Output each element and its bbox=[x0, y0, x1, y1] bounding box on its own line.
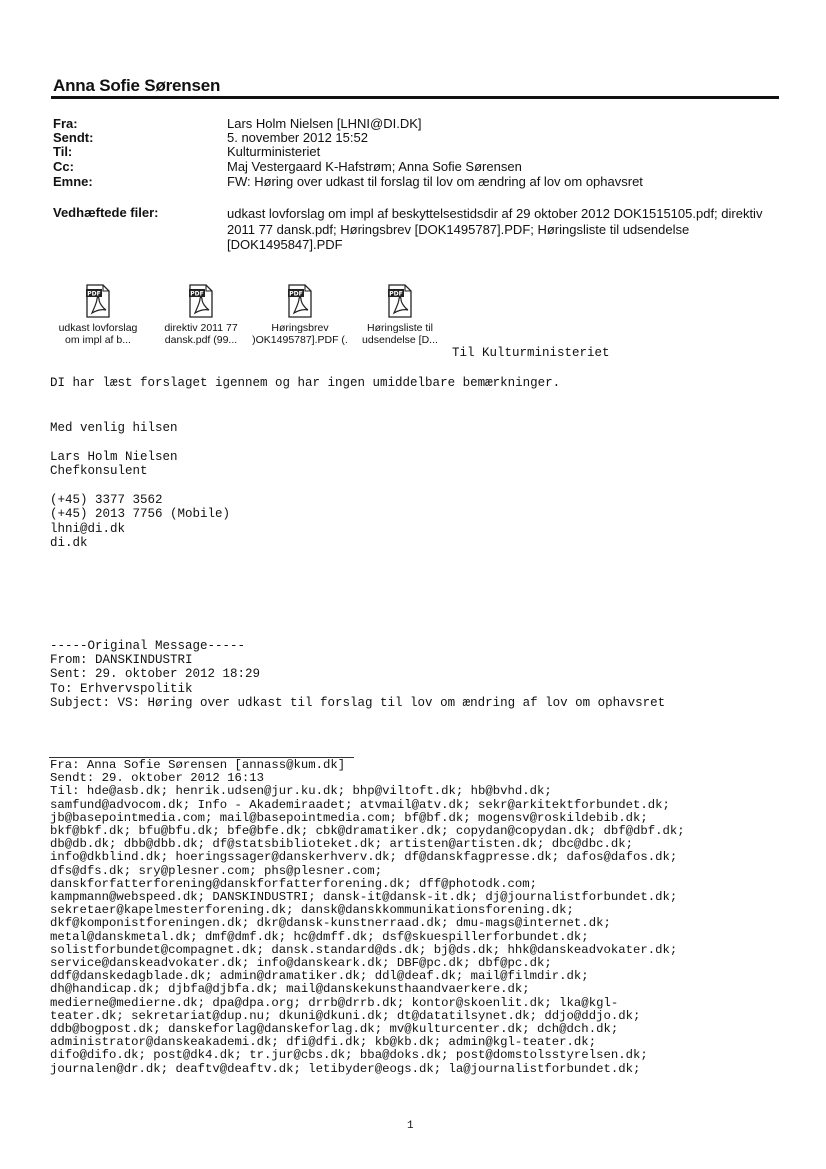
forwarded-line: dkf@komponistforeningen.dk; dkr@dansk-kunstnerraad.dk; dmu-mags@internet.dk; bbox=[50, 916, 611, 931]
forwarded-line: ddf@danskedagblade.dk; admin@dramatiker.dk; ddl@deaf.dk; mail@filmdir.dk; bbox=[50, 969, 589, 984]
contact-website: di.dk bbox=[50, 536, 88, 550]
forwarded-line: Til: hde@asb.dk; henrik.udsen@jur.ku.dk; bhp@viltoft.dk; hb@bvhd.dk; bbox=[50, 784, 552, 799]
contact-mobile: (+45) 2013 7756 (Mobile) bbox=[50, 507, 231, 521]
forwarded-block bbox=[50, 759, 790, 1076]
forwarded-line: difo@difo.dk; post@dk4.dk; tr.jur@cbs.dk; bba@doks.dk; post@domstolsstyrelsen.dk; bbox=[50, 1048, 648, 1063]
sender-name: Anna Sofie Sørensen bbox=[53, 76, 221, 95]
forwarded-line: solistforbundet@compagnet.dk; dansk.standard@ds.dk; bj@ds.dk; hhk@danskeadvokater.dk; bbox=[50, 942, 678, 957]
original-from: From: DANSKINDUSTRI bbox=[50, 653, 193, 667]
attachment-caption-line1: Høringsliste til bbox=[367, 322, 433, 334]
contact-email: lhni@di.dk bbox=[50, 522, 126, 536]
signature-title: Chefkonsulent bbox=[50, 464, 148, 478]
pdf-file-icon bbox=[188, 284, 214, 318]
attachment-caption-line2: dansk.pdf (99... bbox=[164, 334, 238, 346]
forwarded-line: dh@handicap.dk; djbfa@djbfa.dk; mail@danskekunsthaandvaerkere.dk; bbox=[50, 982, 530, 997]
attachment-caption-line1: udkast lovforslag bbox=[58, 322, 138, 334]
sent-label: Sendt: bbox=[53, 130, 94, 145]
forwarded-line: samfund@advocom.dk; Info - Akademiraadet; atvmail@atv.dk; sekr@arkitektforbundet.dk; bbox=[50, 797, 670, 812]
original-sent: Sent: 29. oktober 2012 18:29 bbox=[50, 667, 261, 681]
original-subject: Subject: VS: Høring over udkast til forslag til lov om ændring af lov om ophavsret bbox=[50, 696, 666, 710]
to-value: Kulturministeriet bbox=[227, 144, 321, 159]
forwarded-line: metal@danskmetal.dk; dmf@dmf.dk; hc@dmff.dk; dsf@skuespillerforbundet.dk; bbox=[50, 929, 589, 944]
forwarded-line: jb@basepointmedia.com; mail@basepointmedia.com; bf@bf.dk; mogensv@roskildebib.dk; bbox=[50, 810, 648, 825]
forwarded-line: service@danskeadvokater.dk; info@danskeark.dk; DBF@pc.dk; dbf@pc.dk; bbox=[50, 956, 552, 971]
cc-label: Cc: bbox=[53, 159, 74, 174]
original-message-marker: -----Original Message----- bbox=[50, 639, 246, 653]
forwarded-line: journalen@dr.dk; deaftv@deaftv.dk; letibyder@eogs.dk; la@journalistforbundet.dk; bbox=[50, 1061, 641, 1076]
attachments-value: udkast lovforslag om impl af beskyttelsestidsdir af 29 oktober 2012 DOK1515105.pdf; direktiv 2011 77 dansk.pdf; Høringsbrev [DOK1495787].PDF; Høringsliste til udsendelse [DOK1495847].PDF bbox=[227, 206, 763, 252]
attachment-caption-line2: udsendelse [D... bbox=[362, 334, 438, 346]
forwarded-line: db@db.dk; dbb@dbb.dk; df@statsbiblioteket.dk; artisten@artisten.dk; dbc@dbc.dk; bbox=[50, 837, 633, 852]
forwarded-line: dfs@dfs.dk; sry@plesner.com; phs@plesner.com; bbox=[50, 863, 383, 878]
sent-value: 5. november 2012 15:52 bbox=[227, 130, 368, 145]
forwarded-line: ddb@bogpost.dk; danskeforlag@danskeforlag.dk; mv@kulturcenter.dk; dch@dch.dk; bbox=[50, 1022, 619, 1037]
signature-name: Lars Holm Nielsen bbox=[50, 450, 178, 464]
attachment-4[interactable] bbox=[350, 284, 450, 346]
forwarded-line: danskforfatterforening@danskforfatterforening.dk; dff@photodk.com; bbox=[50, 876, 538, 891]
from-value: Lars Holm Nielsen [LHNI@DI.DK] bbox=[227, 116, 422, 131]
message-body: DI har læst forslaget igennem og har ingen umiddelbare bemærkninger. bbox=[50, 376, 561, 390]
attachment-caption-line1: direktiv 2011 77 bbox=[164, 322, 238, 334]
subject-label: Emne: bbox=[53, 174, 93, 189]
attachment-2[interactable] bbox=[151, 284, 251, 346]
forwarded-line: bkf@bkf.dk; bfu@bfu.dk; bfe@bfe.dk; cbk@dramatiker.dk; copydan@copydan.dk; dbf@dbf.dk; bbox=[50, 824, 685, 839]
original-to: To: Erhvervspolitik bbox=[50, 682, 193, 696]
forwarded-line: Fra: Anna Sofie Sørensen [annass@kum.dk] bbox=[50, 758, 346, 772]
forwarded-line: Sendt: 29. oktober 2012 16:13 bbox=[50, 771, 265, 786]
pdf-badge: PDF bbox=[389, 290, 403, 298]
cc-value: Maj Vestergaard K-Hafstrøm; Anna Sofie Sørensen bbox=[227, 159, 522, 174]
message-recipient: Til Kulturministeriet bbox=[452, 346, 610, 360]
pdf-file-icon bbox=[287, 284, 313, 318]
forwarded-line: teater.dk; sekretariat@dup.nu; dkuni@dkuni.dk; dt@datatilsynet.dk; ddjo@ddjo.dk; bbox=[50, 1008, 641, 1023]
pdf-badge: PDF bbox=[87, 290, 101, 298]
subject-value: FW: Høring over udkast til forslag til lov om ændring af lov om ophavsret bbox=[227, 174, 643, 189]
page-number: 1 bbox=[407, 1120, 414, 1132]
attachment-caption-line2: )OK1495787].PDF (. bbox=[252, 334, 348, 346]
forwarded-line: administrator@danskeakademi.dk; dfi@dfi.dk; kb@kb.dk; admin@kgl-teater.dk; bbox=[50, 1035, 597, 1050]
forwarded-line: medierne@medierne.dk; dpa@dpa.org; drrb@drrb.dk; kontor@skoenlit.dk; lka@kgl- bbox=[50, 995, 619, 1010]
to-label: Til: bbox=[53, 144, 73, 159]
attachment-caption-line1: Høringsbrev bbox=[271, 322, 329, 334]
forwarded-line: kampmann@webspeed.dk; DANSKINDUSTRI; dansk-it@dansk-it.dk; dj@journalistforbundet.dk; bbox=[50, 890, 678, 905]
pdf-file-icon bbox=[85, 284, 111, 318]
attachments-label: Vedhæftede filer: bbox=[53, 205, 159, 220]
attachment-1[interactable] bbox=[48, 284, 148, 346]
message-greeting: Med venlig hilsen bbox=[50, 421, 178, 435]
attachment-3[interactable] bbox=[250, 284, 350, 346]
forwarded-line: sekretaer@kapelmesterforening.dk; dansk@danskkommunikationsforening.dk; bbox=[50, 903, 574, 918]
from-label: Fra: bbox=[53, 116, 78, 131]
pdf-badge: PDF bbox=[289, 290, 303, 298]
header-divider bbox=[51, 96, 779, 99]
contact-phone: (+45) 3377 3562 bbox=[50, 493, 163, 507]
pdf-badge: PDF bbox=[190, 290, 204, 298]
forwarded-line: info@dkblind.dk; hoeringssager@danskerhverv.dk; df@danskfagpresse.dk; dafos@dafos.dk; bbox=[50, 850, 678, 865]
pdf-file-icon bbox=[387, 284, 413, 318]
attachment-caption-line2: om impl af b... bbox=[65, 334, 131, 346]
